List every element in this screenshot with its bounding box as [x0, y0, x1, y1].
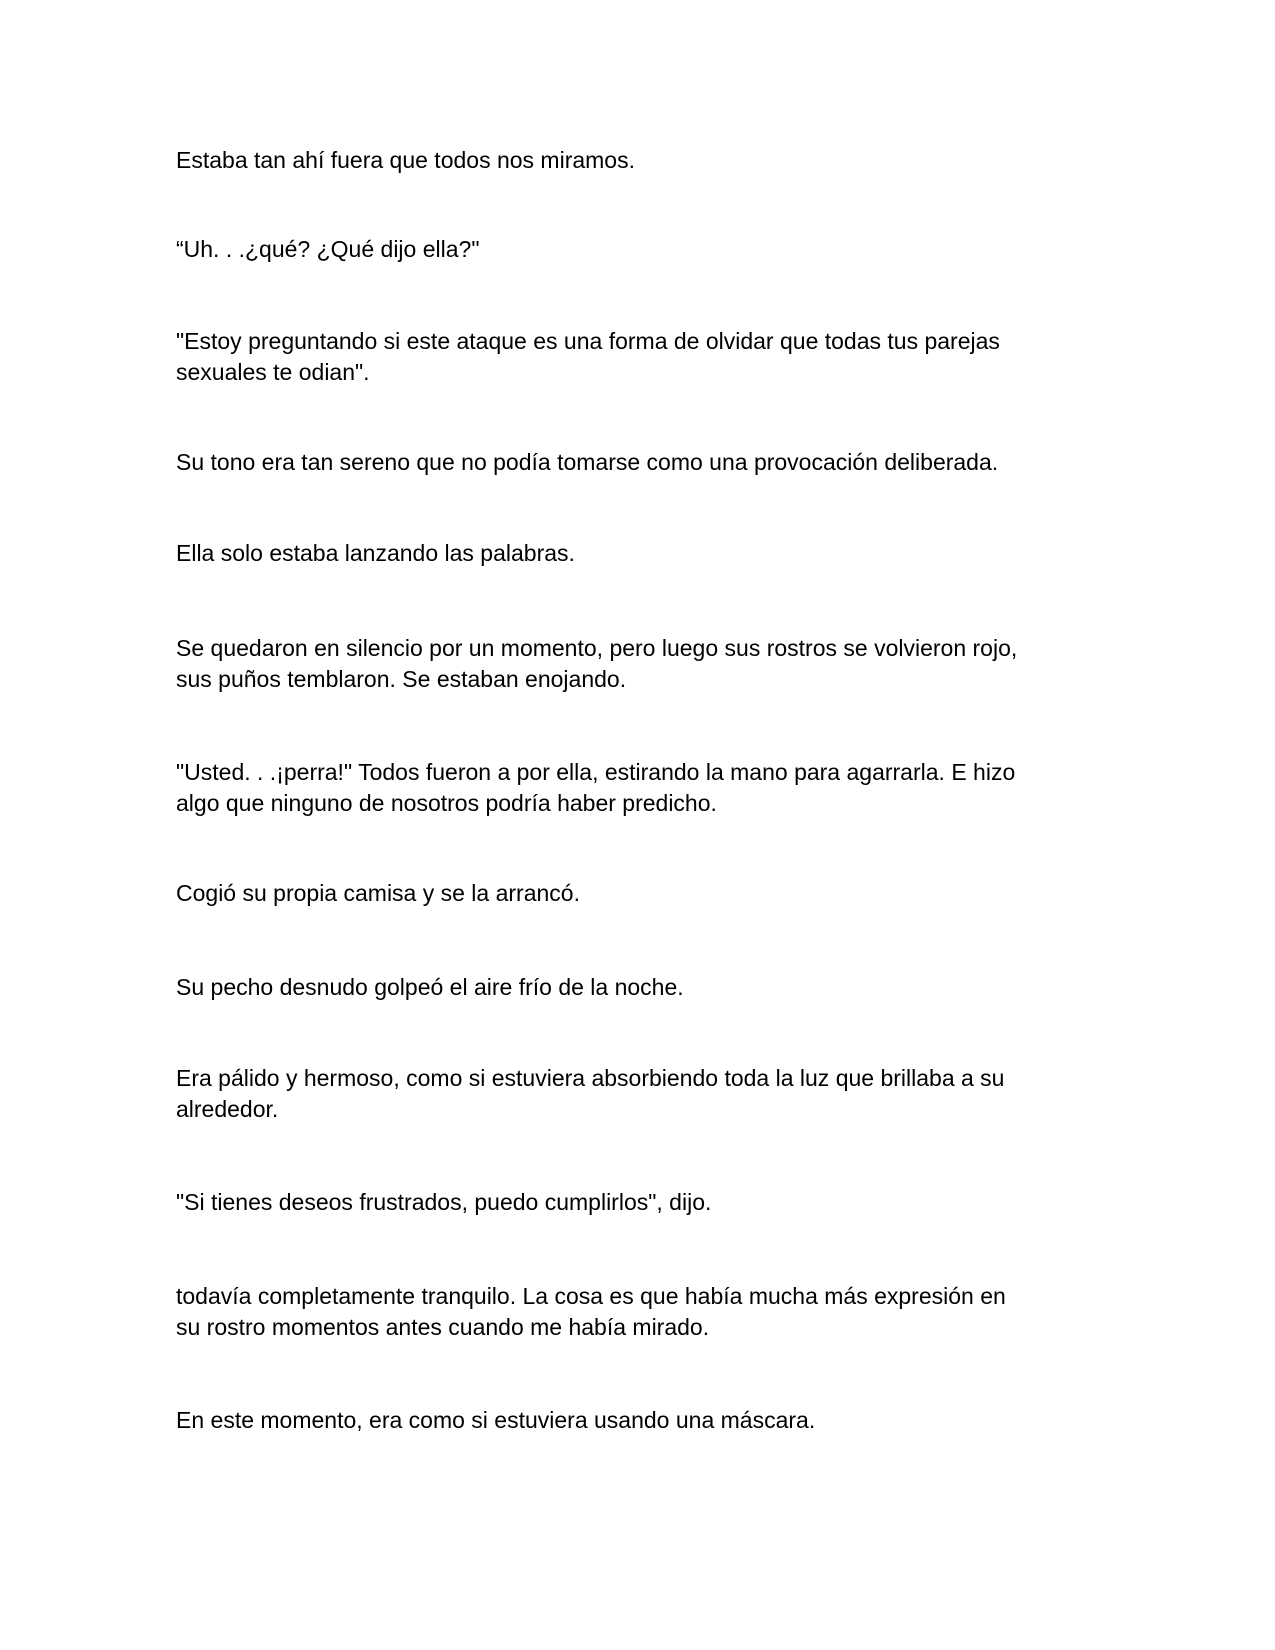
paragraph-1: [176, 145, 1116, 176]
paragraph-line: Estaba tan ahí fuera que todos nos miramos.: [176, 147, 635, 173]
paragraph-line: sexuales te odian".: [176, 359, 370, 385]
paragraph-12: [176, 1281, 1116, 1343]
paragraph-10: [176, 1063, 1116, 1125]
paragraph-line: "Estoy preguntando si este ataque es una forma de olvidar que todas tus parejas: [176, 328, 1000, 354]
paragraph-line: Era pálido y hermoso, como si estuviera absorbiendo toda la luz que brillaba a su: [176, 1065, 1005, 1091]
paragraph-line: Se quedaron en silencio por un momento, pero luego sus rostros se volvieron rojo,: [176, 635, 1018, 661]
paragraph-line: “Uh. . .¿qué? ¿Qué dijo ella?": [176, 236, 480, 262]
paragraph-line: sus puños temblaron. Se estaban enojando.: [176, 666, 627, 692]
paragraph-3: [176, 326, 1116, 388]
paragraph-line: algo que ninguno de nosotros podría haber predicho.: [176, 790, 717, 816]
paragraph-11: [176, 1187, 1116, 1218]
paragraph-line: Cogió su propia camisa y se la arrancó.: [176, 880, 580, 906]
paragraph-2: [176, 234, 1116, 265]
paragraph-line: Ella solo estaba lanzando las palabras.: [176, 540, 575, 566]
paragraph-line: todavía completamente tranquilo. La cosa es que había mucha más expresión en: [176, 1283, 1006, 1309]
paragraph-8: [176, 878, 1116, 909]
paragraph-7: [176, 757, 1116, 819]
paragraph-9: [176, 972, 1116, 1003]
paragraph-5: [176, 538, 1116, 569]
paragraph-6: [176, 633, 1116, 695]
paragraph-line: alrededor.: [176, 1096, 279, 1122]
paragraph-4: [176, 447, 1116, 478]
paragraph-line: En este momento, era como si estuviera usando una máscara.: [176, 1407, 816, 1433]
paragraph-13: [176, 1405, 1116, 1436]
paragraph-line: "Si tienes deseos frustrados, puedo cumplirlos", dijo.: [176, 1189, 712, 1215]
paragraph-line: Su pecho desnudo golpeó el aire frío de la noche.: [176, 974, 684, 1000]
paragraph-line: su rostro momentos antes cuando me había mirado.: [176, 1314, 710, 1340]
paragraph-line: "Usted. . .¡perra!" Todos fueron a por ella, estirando la mano para agarrarla. E hizo: [176, 759, 1016, 785]
paragraph-line: Su tono era tan sereno que no podía tomarse como una provocación deliberada.: [176, 449, 999, 475]
